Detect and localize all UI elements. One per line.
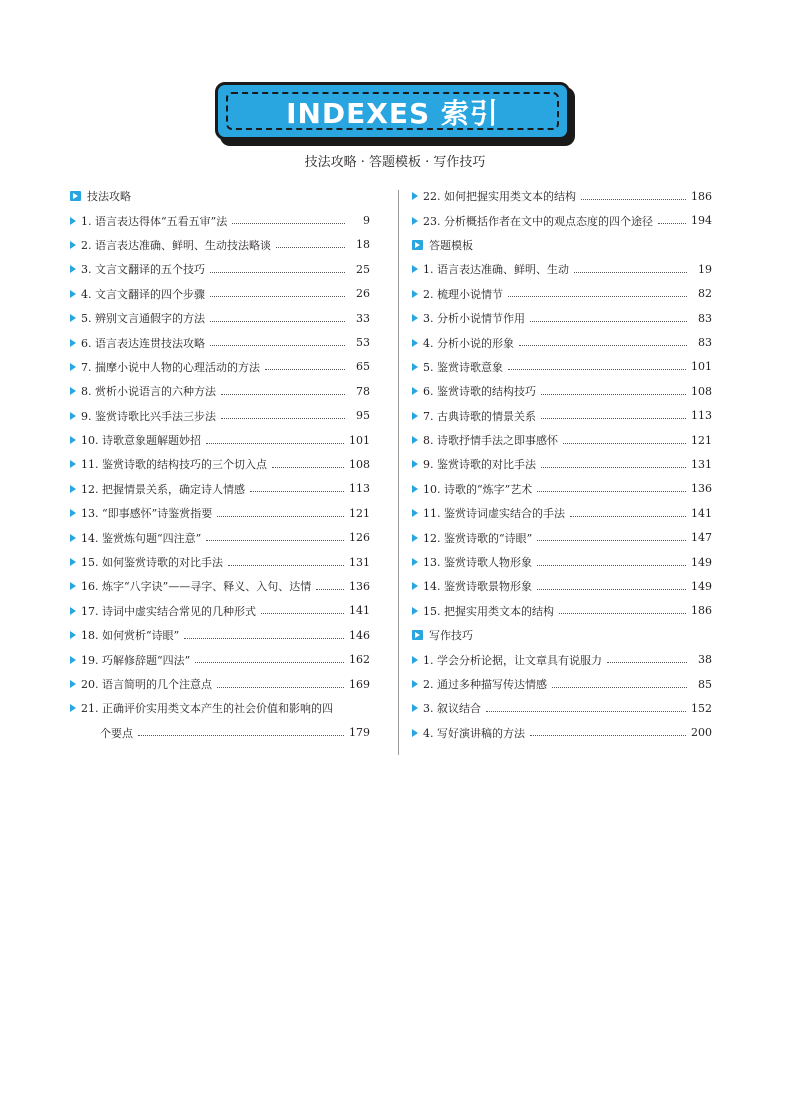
entry-label: 11. 鉴赏诗歌的结构技巧的三个切入点	[81, 458, 267, 472]
triangle-arrow-icon	[412, 485, 418, 493]
triangle-arrow-icon	[412, 265, 418, 273]
entry-page: 85	[698, 677, 712, 691]
index-entry[interactable]	[412, 428, 712, 452]
section-title: 写作技巧	[429, 629, 473, 643]
triangle-arrow-icon	[412, 558, 418, 566]
index-entry[interactable]	[412, 696, 712, 720]
entry-label: 5. 辨别文言通假字的方法	[81, 312, 205, 326]
index-entry[interactable]	[412, 282, 712, 306]
leader-dots	[581, 199, 686, 200]
entry-page: 113	[349, 482, 370, 496]
entry-label: 12. 鉴赏诗歌的“诗眼”	[423, 531, 533, 545]
leader-dots	[210, 345, 345, 346]
entry-label: 2. 语言表达准确、鲜明、生动技法略谈	[81, 238, 271, 252]
leader-dots	[574, 272, 687, 273]
entry-page: 186	[691, 189, 712, 203]
leader-dots	[195, 662, 344, 663]
triangle-arrow-icon	[70, 631, 76, 639]
entry-label: 5. 鉴赏诗歌意象	[423, 360, 503, 374]
leader-dots	[537, 491, 686, 492]
index-entry[interactable]	[412, 599, 712, 623]
entry-page: 162	[349, 653, 370, 667]
entry-page: 95	[356, 409, 370, 423]
entry-label: 2. 通过多种描写传达情感	[423, 678, 547, 691]
triangle-arrow-icon	[70, 290, 76, 298]
entry-label: 3. 文言文翻译的五个技巧	[81, 263, 205, 277]
leader-dots	[206, 540, 344, 541]
leader-dots	[217, 687, 344, 688]
leader-dots	[508, 296, 687, 297]
entry-page: 108	[691, 384, 712, 398]
index-entry[interactable]	[412, 501, 712, 525]
index-entry-continuation[interactable]	[70, 721, 370, 745]
triangle-arrow-icon	[412, 460, 418, 468]
entry-page: 83	[698, 336, 712, 350]
triangle-arrow-icon	[70, 436, 76, 444]
index-entry[interactable]	[412, 404, 712, 428]
leader-dots	[570, 516, 686, 517]
index-entry[interactable]	[70, 574, 370, 598]
entry-page: 149	[691, 579, 712, 593]
leader-dots	[138, 735, 344, 736]
entry-page: 186	[691, 604, 712, 618]
leader-dots	[541, 467, 686, 468]
leader-dots	[563, 443, 686, 444]
triangle-arrow-icon	[70, 509, 76, 517]
entry-page: 33	[356, 311, 370, 325]
entry-label: 13. 鉴赏诗歌人物形象	[423, 556, 532, 570]
section-title: 技法攻略	[87, 190, 131, 204]
entry-label: 个要点	[100, 726, 133, 740]
entry-page: 147	[691, 531, 712, 545]
triangle-arrow-icon	[70, 387, 76, 395]
entry-label: 8. 赏析小说语言的六种方法	[81, 385, 216, 399]
leader-dots	[486, 711, 686, 712]
triangle-arrow-icon	[412, 656, 418, 664]
index-entry[interactable]	[70, 282, 370, 306]
entry-label: 22. 如何把握实用类文本的结构	[423, 190, 576, 204]
entry-page: 78	[356, 384, 370, 398]
triangle-arrow-icon	[70, 363, 76, 371]
leader-dots	[530, 321, 687, 322]
index-entry[interactable]	[412, 574, 712, 598]
triangle-arrow-icon	[70, 607, 76, 615]
entry-page: 18	[356, 238, 370, 252]
triangle-arrow-icon	[412, 729, 418, 737]
entry-label: 4. 写好演讲稿的方法	[423, 726, 525, 740]
entry-label: 4. 分析小说的形象	[423, 336, 514, 350]
leader-dots	[552, 687, 687, 688]
entry-label: 16. 炼字“八字诀”——寻字、释义、入句、达情	[81, 580, 312, 594]
triangle-arrow-icon	[412, 412, 418, 420]
triangle-arrow-icon	[412, 387, 418, 395]
triangle-arrow-icon	[412, 436, 418, 444]
triangle-arrow-icon	[412, 314, 418, 322]
title-banner	[215, 82, 570, 140]
entry-page: 65	[356, 360, 370, 374]
triangle-arrow-icon	[412, 534, 418, 542]
entry-label: 19. 巧解修辞题“四法”	[81, 653, 191, 667]
index-entry[interactable]	[70, 477, 370, 501]
entry-page: 169	[349, 677, 370, 691]
page-title: INDEXES 索引	[286, 97, 499, 130]
entry-page: 194	[691, 214, 712, 228]
leader-dots	[221, 418, 345, 419]
entry-label: 4. 文言文翻译的四个步骤	[81, 287, 205, 301]
entry-label: 6. 语言表达连贯技法攻略	[81, 336, 205, 350]
index-entry[interactable]	[70, 696, 370, 720]
index-entry[interactable]	[412, 525, 712, 549]
column-divider	[398, 190, 399, 755]
entry-page: 25	[356, 262, 370, 276]
page-subtitle: 技法攻略 · 答题模板 · 写作技巧	[304, 155, 486, 170]
entry-label: 1. 语言表达准确、鲜明、生动	[423, 263, 569, 277]
entry-page: 131	[349, 555, 370, 569]
section-header	[412, 623, 712, 647]
triangle-arrow-icon	[70, 412, 76, 420]
leader-dots	[232, 223, 345, 224]
index-entry[interactable]	[70, 233, 370, 257]
leader-dots	[206, 443, 344, 444]
play-icon	[412, 630, 423, 640]
entry-label: 10. 诗歌意象题解题妙招	[81, 434, 201, 448]
entry-page: 113	[691, 409, 712, 423]
index-entry[interactable]	[70, 647, 370, 671]
entry-label: 23. 分析概括作者在文中的观点态度的四个途径	[423, 214, 653, 228]
index-entry[interactable]	[70, 623, 370, 647]
entry-page: 179	[349, 726, 370, 740]
entry-label: 2. 梳理小说情节	[423, 287, 503, 301]
leader-dots	[607, 662, 687, 663]
leader-dots	[261, 613, 344, 614]
entry-page: 141	[691, 506, 712, 520]
entry-label: 20. 语言简明的几个注意点	[81, 678, 212, 691]
entry-page: 136	[691, 482, 712, 496]
index-entry[interactable]	[70, 501, 370, 525]
entry-page: 83	[698, 311, 712, 325]
section-header	[70, 184, 370, 208]
entry-label: 8. 诗歌抒情手法之即事感怀	[423, 434, 558, 448]
triangle-arrow-icon	[70, 339, 76, 347]
leader-dots	[250, 491, 344, 492]
leader-dots	[508, 369, 686, 370]
index-entry[interactable]	[412, 355, 712, 379]
leader-dots	[541, 394, 686, 395]
triangle-arrow-icon	[70, 265, 76, 273]
entry-page: 19	[698, 262, 712, 276]
triangle-arrow-icon	[412, 290, 418, 298]
entry-page: 82	[698, 287, 712, 301]
index-column-left	[70, 184, 370, 745]
index-column-right	[412, 184, 712, 745]
triangle-arrow-icon	[70, 241, 76, 249]
entry-page: 26	[356, 287, 370, 301]
index-entry[interactable]	[412, 184, 712, 208]
triangle-arrow-icon	[412, 363, 418, 371]
entry-page: 131	[691, 457, 712, 471]
index-entry[interactable]	[70, 525, 370, 549]
section-header	[412, 233, 712, 257]
entry-page: 38	[698, 653, 712, 667]
entry-label: 7. 揣摩小说中人物的心理活动的方法	[81, 360, 260, 374]
leader-dots	[537, 589, 686, 590]
triangle-arrow-icon	[412, 217, 418, 225]
entry-page: 126	[349, 531, 370, 545]
index-entry[interactable]	[412, 550, 712, 574]
leader-dots	[210, 321, 345, 322]
triangle-arrow-icon	[412, 582, 418, 590]
triangle-arrow-icon	[412, 607, 418, 615]
entry-label: 7. 古典诗歌的情景关系	[423, 409, 536, 423]
entry-label: 14. 鉴赏炼句题“四注意”	[81, 531, 202, 545]
entry-page: 200	[691, 726, 712, 740]
entry-page: 9	[363, 214, 370, 228]
triangle-arrow-icon	[70, 217, 76, 225]
triangle-arrow-icon	[70, 460, 76, 468]
triangle-arrow-icon	[70, 680, 76, 688]
entry-label: 11. 鉴赏诗词虚实结合的手法	[423, 507, 565, 521]
entry-label: 1. 语言表达得体“五看五审”法	[81, 214, 228, 228]
leader-dots	[217, 516, 344, 517]
entry-label: 6. 鉴赏诗歌的结构技巧	[423, 385, 536, 399]
index-entry[interactable]	[70, 330, 370, 354]
leader-dots	[537, 540, 686, 541]
triangle-arrow-icon	[70, 485, 76, 493]
leader-dots	[658, 223, 686, 224]
leader-dots	[221, 394, 345, 395]
index-entry[interactable]	[412, 647, 712, 671]
index-entry[interactable]	[70, 208, 370, 232]
entry-page: 136	[349, 579, 370, 593]
entry-page: 101	[691, 360, 712, 374]
leader-dots	[519, 345, 687, 346]
play-icon	[70, 191, 81, 201]
entry-label: 10. 诗歌的“炼字”艺术	[423, 482, 533, 496]
entry-label: 1. 学会分析论据，让文章具有说服力	[423, 653, 602, 667]
entry-label: 12. 把握情景关系，确定诗人情感	[81, 482, 245, 496]
index-entry[interactable]	[412, 208, 712, 232]
entry-label: 9. 鉴赏诗歌的对比手法	[423, 458, 536, 472]
triangle-arrow-icon	[412, 192, 418, 200]
triangle-arrow-icon	[412, 339, 418, 347]
leader-dots	[210, 272, 345, 273]
index-entry[interactable]	[412, 330, 712, 354]
entry-page: 53	[356, 336, 370, 350]
index-entry[interactable]	[70, 428, 370, 452]
triangle-arrow-icon	[412, 680, 418, 688]
index-entry[interactable]	[412, 672, 712, 696]
leader-dots	[537, 565, 686, 566]
entry-label: 21. 正确评价实用类文本产生的社会价值和影响的四	[81, 702, 333, 716]
entry-label: 18. 如何赏析“诗眼”	[81, 629, 180, 643]
index-entry[interactable]	[70, 379, 370, 403]
play-icon	[412, 240, 423, 250]
triangle-arrow-icon	[70, 582, 76, 590]
entry-page: 121	[691, 433, 712, 447]
index-entry[interactable]	[70, 672, 370, 696]
entry-page: 149	[691, 555, 712, 569]
triangle-arrow-icon	[70, 314, 76, 322]
index-entry[interactable]	[412, 452, 712, 476]
entry-label: 17. 诗词中虚实结合常见的几种形式	[81, 604, 256, 618]
entry-label: 14. 鉴赏诗歌景物形象	[423, 580, 532, 594]
leader-dots	[559, 613, 686, 614]
entry-label: 9. 鉴赏诗歌比兴手法三步法	[81, 409, 216, 423]
index-entry[interactable]	[412, 257, 712, 281]
leader-dots	[210, 296, 345, 297]
leader-dots	[316, 589, 344, 590]
entry-label: 3. 叙议结合	[423, 702, 481, 716]
leader-dots	[184, 638, 344, 639]
index-entry[interactable]	[70, 599, 370, 623]
entry-label: 15. 如何鉴赏诗歌的对比手法	[81, 556, 223, 570]
index-entry[interactable]	[70, 306, 370, 330]
entry-page: 101	[349, 433, 370, 447]
leader-dots	[265, 369, 345, 370]
index-entry[interactable]	[412, 721, 712, 745]
index-entry[interactable]	[412, 477, 712, 501]
index-entry[interactable]	[412, 306, 712, 330]
index-entry[interactable]	[70, 550, 370, 574]
triangle-arrow-icon	[70, 704, 76, 712]
triangle-arrow-icon	[70, 558, 76, 566]
leader-dots	[541, 418, 686, 419]
triangle-arrow-icon	[412, 509, 418, 517]
entry-page: 146	[349, 628, 370, 642]
index-entry[interactable]	[70, 355, 370, 379]
index-entry[interactable]	[70, 404, 370, 428]
entry-page: 121	[349, 506, 370, 520]
entry-page: 108	[349, 457, 370, 471]
entry-page: 141	[349, 604, 370, 618]
index-entry[interactable]	[412, 379, 712, 403]
banner-dashed-frame	[226, 92, 559, 130]
entry-label: 13. “即事感怀”诗鉴赏指要	[81, 507, 213, 521]
leader-dots	[530, 735, 686, 736]
index-entry[interactable]	[70, 257, 370, 281]
triangle-arrow-icon	[70, 534, 76, 542]
leader-dots	[272, 467, 344, 468]
entry-label: 3. 分析小说情节作用	[423, 312, 525, 326]
leader-dots	[228, 565, 344, 566]
triangle-arrow-icon	[70, 656, 76, 664]
index-entry[interactable]	[70, 452, 370, 476]
leader-dots	[276, 247, 345, 248]
entry-page: 152	[691, 701, 712, 715]
section-title: 答题模板	[429, 238, 473, 252]
triangle-arrow-icon	[412, 704, 418, 712]
entry-label: 15. 把握实用类文本的结构	[423, 604, 554, 618]
